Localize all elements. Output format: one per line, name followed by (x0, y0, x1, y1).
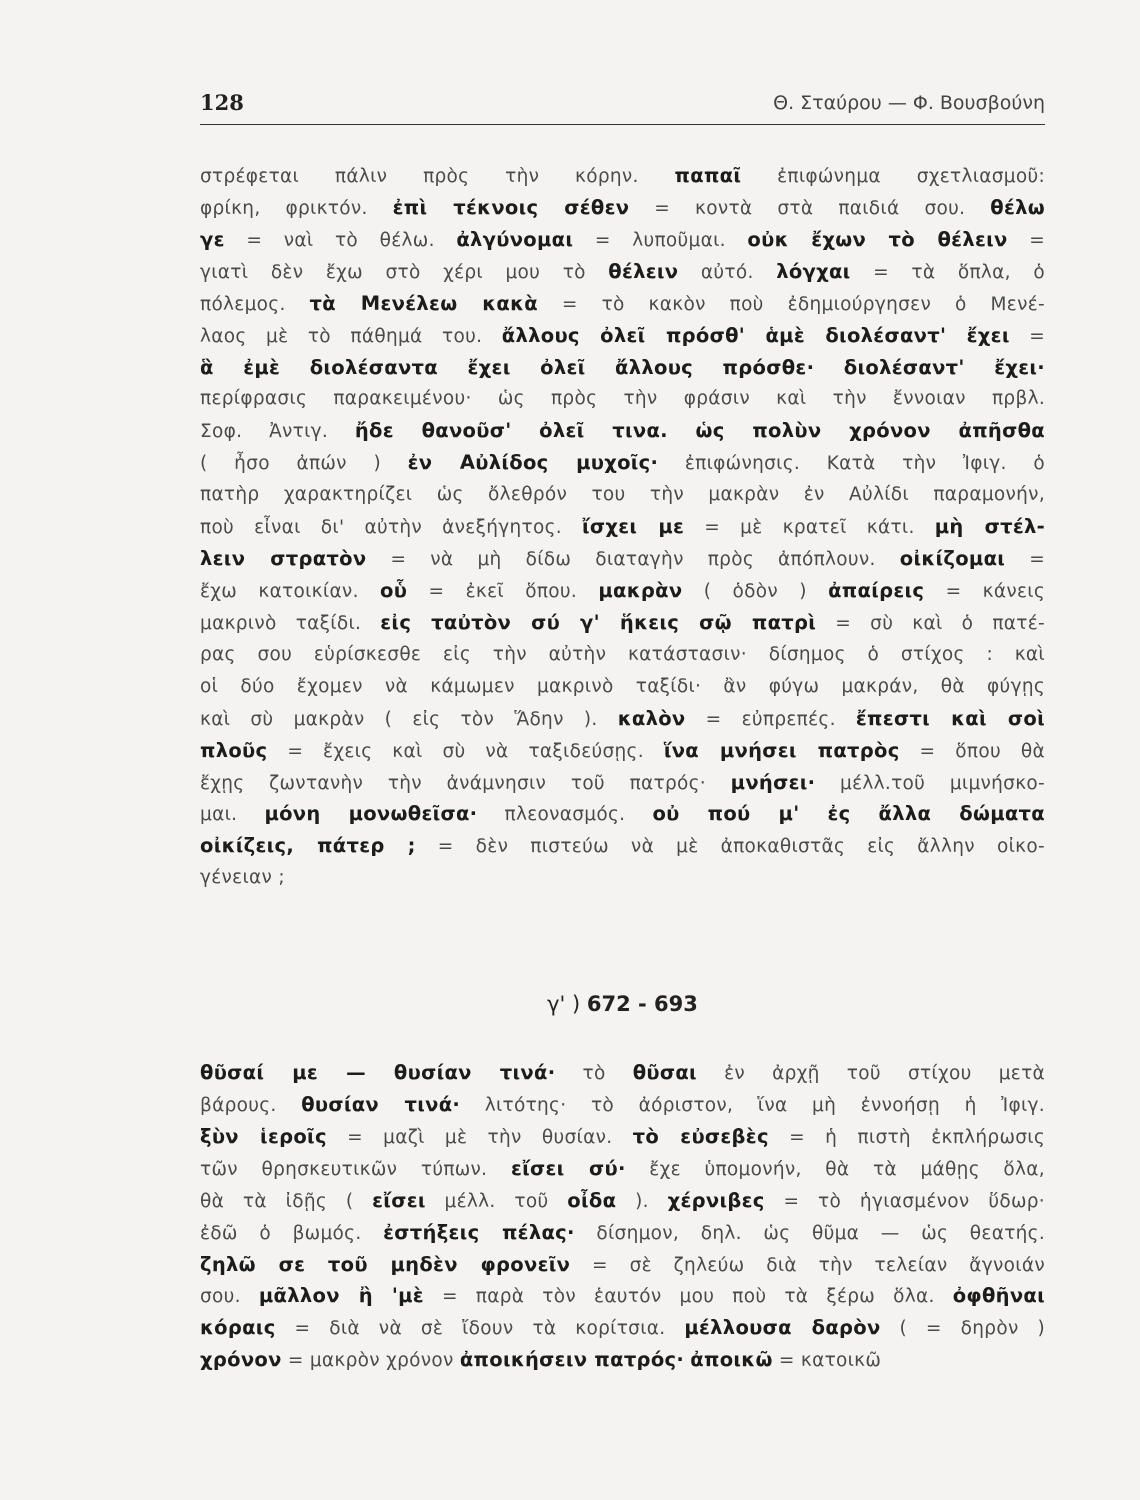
gloss-text: ποὺ εἶναι δι' αὐτὴν ἀνεξήγητος. (200, 517, 583, 539)
lemma-term: θῦσαί με — θυσίαν τινά· (200, 1061, 556, 1084)
lemma-term: ἀπαίρεις (828, 578, 925, 602)
gloss-text: = ἡ πιστὴ ἐκπλήρωσις (768, 1126, 1045, 1148)
text-line (200, 1344, 1045, 1376)
lemma-term: μὴ στέλ- (934, 515, 1045, 539)
lemma-term: πλοῦς (200, 738, 268, 762)
gloss-text: Σοφ. Ἀντιγ. (200, 421, 355, 443)
gloss-text: λαος μὲ τὸ πάθημά του. (200, 325, 502, 347)
text-line (200, 607, 1045, 639)
gloss-text: ἐπιφώνησις. Κατὰ τὴν Ἰφιγ. ὁ (658, 453, 1045, 475)
text-line (200, 479, 1045, 511)
lemma-term: ἀλγύνομαι (456, 227, 574, 251)
gloss-text: ( = δηρὸν ) (880, 1318, 1045, 1340)
text-line (200, 160, 1045, 192)
text-line (200, 224, 1045, 256)
lemma-term: χρόνον (200, 1348, 282, 1372)
gloss-text: = λυποῦμαι. (573, 229, 748, 251)
gloss-text: ( ὁδὸν ) (682, 580, 829, 602)
gloss-text: = κάνεις (924, 580, 1045, 602)
text-line (200, 703, 1045, 735)
running-head: Θ. Σταύρου — Φ. Βουσβούνη (773, 92, 1045, 114)
text-line (200, 511, 1045, 543)
gloss-text: = δὲν πιστεύω νὰ μὲ ἀποκαθιστᾶς εἰς ἄλλην οἰκο- (415, 836, 1045, 858)
gloss-text: = εὐπρεπές. (685, 708, 856, 730)
text-line (200, 1121, 1045, 1153)
lemma-term: οὐκ ἔχων τὸ θέλειν (747, 227, 1008, 251)
lemma-term: οἶδα (567, 1188, 617, 1212)
gloss-text: τὸ (555, 1063, 633, 1084)
lemma-term: ἀποικῶ (690, 1348, 773, 1372)
lemma-term: μᾶλλον ἢ 'μὲ (258, 1284, 424, 1308)
lemma-term: μνήσει· (730, 770, 816, 794)
gloss-text: σου. (200, 1286, 259, 1308)
gloss-text: γένειαν ; (200, 867, 285, 889)
gloss-text: ρας σου εὑρίσκεσθε εἰς τὴν αὐτὴν κατάστασιν· δίσημος ὁ στίχος : καὶ (200, 643, 1045, 665)
lemma-term: καλὸν (617, 706, 686, 730)
text-line (200, 288, 1045, 320)
lemma-term: γε (200, 227, 225, 251)
gloss-text: καὶ σὺ μακρὰν ( εἰς τὸν Ἅδην ). (200, 708, 618, 730)
gloss-text: πατὴρ χαρακτηρίζει ὡς ὄλεθρόν του τὴν μακρὰν ἐν Αὐλίδι παραμονήν, (200, 484, 1045, 506)
text-line (200, 1185, 1045, 1217)
gloss-text: = σὺ καὶ ὁ πατέ- (816, 612, 1045, 634)
gloss-text: = τὸ κακὸν ποὺ ἐδημιούργησεν ὁ Μενέ- (537, 293, 1045, 315)
gloss-text: = (1007, 229, 1045, 251)
lemma-term: οἰκίζομαι (899, 547, 1006, 571)
text-line (200, 1280, 1045, 1312)
text-line (200, 1312, 1045, 1344)
lemma-term: ἔπεστι καὶ σοὶ (855, 706, 1045, 730)
text-line (200, 1153, 1045, 1185)
gloss-text: = τὰ ὅπλα, ὁ (850, 261, 1045, 283)
gloss-text: = μαζὶ μὲ τὴν θυσίαν. (326, 1126, 633, 1148)
gloss-text: = τὸ ἡγιασμένον ὕδωρ· (764, 1190, 1045, 1212)
gloss-text: δίσημον, δηλ. ὡς θῦμα — ὡς θεατής. (574, 1222, 1045, 1244)
gloss-text: = ἔχεις καὶ σὺ νὰ ταξιδεύσῃς. (267, 740, 664, 762)
section-label: γ' ) (547, 992, 581, 1016)
lemma-term: θυσίαν τινά· (301, 1092, 461, 1116)
gloss-text: = (1009, 325, 1045, 347)
section-line-range: 672 - 693 (586, 992, 698, 1016)
gloss-text: οἱ δύο ἔχομεν νὰ κάμωμεν μακρινὸ ταξίδι· ἂν φύγω μακράν, θὰ φύγῃς (200, 675, 1045, 697)
text-line (200, 320, 1045, 352)
gloss-text: στρέφεται πάλιν πρὸς τὴν κόρην. (200, 166, 675, 187)
lemma-term: οὗ (380, 578, 408, 602)
lemma-term: ἐπὶ τέκνοις σέθεν (392, 195, 630, 219)
lemma-term: παπαῖ (674, 164, 742, 187)
lemma-term: χέρνιβες (667, 1188, 765, 1212)
text-line (200, 798, 1045, 830)
page-header (200, 88, 1045, 125)
gloss-text: = νὰ μὴ δίδω διαταγὴν πρὸς ἀπόπλουν. (366, 549, 900, 571)
lemma-term: κόραις (200, 1316, 276, 1340)
gloss-text: θὰ τὰ ἰδῇς ( (200, 1190, 373, 1212)
lemma-term: λόγχαι (776, 259, 851, 283)
text-line (200, 671, 1045, 703)
gloss-text: ( ἦσο ἀπών ) (200, 453, 408, 475)
lemma-term: λειν στρατὸν (200, 547, 367, 571)
gloss-text: ἐπιφώνημα σχετλιασμοῦ: (741, 166, 1045, 187)
lemma-term: εἴσει (372, 1188, 426, 1212)
gloss-text: = μακρὸν χρόνον (281, 1350, 460, 1372)
lemma-term: ἵνα μνήσει πατρὸς (663, 738, 900, 762)
gloss-text: λιτότης· τὸ ἀόριστον, ἵνα μὴ ἐννοήσῃ ἡ Ἰφιγ. (460, 1094, 1045, 1116)
commentary-paragraph-2 (200, 1057, 1045, 1376)
gloss-text: ἐν ἀρχῇ τοῦ στίχου μετὰ (696, 1063, 1045, 1084)
lemma-term: ζηλῶ σε τοῦ μηδὲν φρονεῖν (200, 1252, 571, 1276)
text-line (200, 639, 1045, 671)
gloss-text: περίφρασις παρακειμένου· ὡς πρὸς τὴν φράσιν καὶ τὴν ἔννοιαν πρβλ. (200, 388, 1045, 410)
gloss-text: μέλλ. τοῦ (425, 1190, 568, 1212)
text-line (200, 1249, 1045, 1281)
text-line (200, 256, 1045, 288)
lemma-term: θῦσαι (632, 1061, 697, 1084)
text-line (200, 735, 1045, 767)
commentary-paragraph-1 (200, 160, 1045, 894)
gloss-text: φρίκη, φρικτόν. (200, 197, 393, 219)
gloss-text: πόλεμος. (200, 293, 310, 315)
lemma-term: ἐστήξεις πέλας· (383, 1220, 575, 1244)
gloss-text: = ὅπου θὰ (899, 740, 1045, 762)
gloss-text: αὐτό. (678, 261, 777, 283)
gloss-text: ἔχε ὑπομονήν, θὰ τὰ μάθῃς ὅλα, (625, 1158, 1045, 1180)
gloss-text: πλεονασμός. (477, 804, 653, 826)
lemma-term: θέλω (990, 195, 1045, 219)
lemma-term: ἤδε θανοῦσ' ὀλεῖ τινα. ὡς πολὺν χρόνον ἀπῆσθα (354, 419, 1045, 443)
lemma-term: μακρὰν (598, 578, 683, 602)
lemma-term: θέλειν (608, 259, 679, 283)
gloss-text: = κατοικῶ (772, 1350, 882, 1372)
gloss-text: = κοντὰ στὰ παιδιά σου. (629, 197, 991, 219)
text-line (200, 383, 1045, 415)
lemma-term: οἰκίζεις, πάτερ ; (200, 834, 416, 858)
text-line (200, 415, 1045, 447)
lemma-term: ἃ ἐμὲ διολέσαντα ἔχει ὀλεῖ ἄλλους πρόσθε· διολέσαντ' ἔχει· (200, 355, 1045, 379)
text-line (200, 830, 1045, 862)
gloss-text: = ἐκεῖ ὅπου. (407, 580, 599, 602)
gloss-text: μακρινὸ ταξίδι. (200, 612, 381, 634)
text-line (200, 767, 1045, 799)
gloss-text: ἔχῃς ζωντανὴν τὴν ἀνάμνησιν τοῦ πατρός· (200, 772, 731, 794)
lemma-term: εἰς ταὐτὸν σύ γ' ἥκεις σῷ πατρὶ (380, 610, 817, 634)
gloss-text: τῶν θρησκευτικῶν τύπων. (200, 1158, 511, 1180)
text-line (200, 192, 1045, 224)
gloss-text: ἐδῶ ὁ βωμός. (200, 1222, 384, 1244)
text-line (200, 1089, 1045, 1121)
lemma-term: εἴσει σύ· (510, 1156, 626, 1180)
gloss-text: ). (616, 1190, 668, 1212)
gloss-text: = διὰ νὰ σὲ ἴδουν τὰ κορίτσια. (275, 1318, 685, 1340)
text-line (200, 543, 1045, 575)
gloss-text: = ναὶ τὸ θέλω. (224, 229, 457, 251)
text-line (200, 1057, 1045, 1089)
gloss-text: μαι. (200, 804, 265, 826)
lemma-term: μόνη μονωθεῖσα· (264, 802, 478, 826)
text-line (200, 1217, 1045, 1249)
text-line (200, 575, 1045, 607)
gloss-text: βάρους. (200, 1094, 302, 1116)
gloss-text: = μὲ κρατεῖ κάτι. (684, 517, 935, 539)
gloss-text: = (1005, 549, 1045, 571)
section-heading (200, 992, 1045, 1016)
gloss-text: = σὲ ζηλεύω διὰ τὴν τελείαν ἄγνοιάν (570, 1254, 1045, 1276)
text-line (200, 862, 1045, 894)
lemma-term: ἴσχει με (582, 515, 685, 539)
gloss-text: ἔχω κατοικίαν. (200, 580, 381, 602)
lemma-term: ξὺν ἱεροῖς (200, 1124, 327, 1148)
lemma-term: μέλλουσα δαρὸν (684, 1316, 881, 1340)
lemma-term: τὰ Μενέλεω κακὰ (309, 291, 538, 315)
gloss-text: γιατὶ δὲν ἔχω στὸ χέρι μου τὸ (200, 261, 609, 283)
lemma-term: ἐν Αὐλίδος μυχοῖς· (407, 451, 659, 475)
lemma-term: ἄλλους ὀλεῖ πρόσθ' ἁμὲ διολέσαντ' ἔχει (501, 323, 1010, 347)
gloss-text: μέλλ.τοῦ μιμνήσκο- (815, 772, 1045, 794)
gloss-text: = παρὰ τὸν ἑαυτόν μου ποὺ τὰ ξέρω ὅλα. (423, 1286, 953, 1308)
text-line (200, 447, 1045, 479)
lemma-term: τὸ εὐσεβὲς (632, 1124, 769, 1148)
text-line (200, 352, 1045, 384)
lemma-term: ὀφθῆναι (952, 1284, 1045, 1308)
lemma-term: ἀποικήσειν πατρός· (459, 1348, 685, 1372)
page-number: 128 (200, 90, 244, 115)
lemma-term: οὐ πού μ' ἐς ἄλλα δώματα (652, 802, 1045, 826)
